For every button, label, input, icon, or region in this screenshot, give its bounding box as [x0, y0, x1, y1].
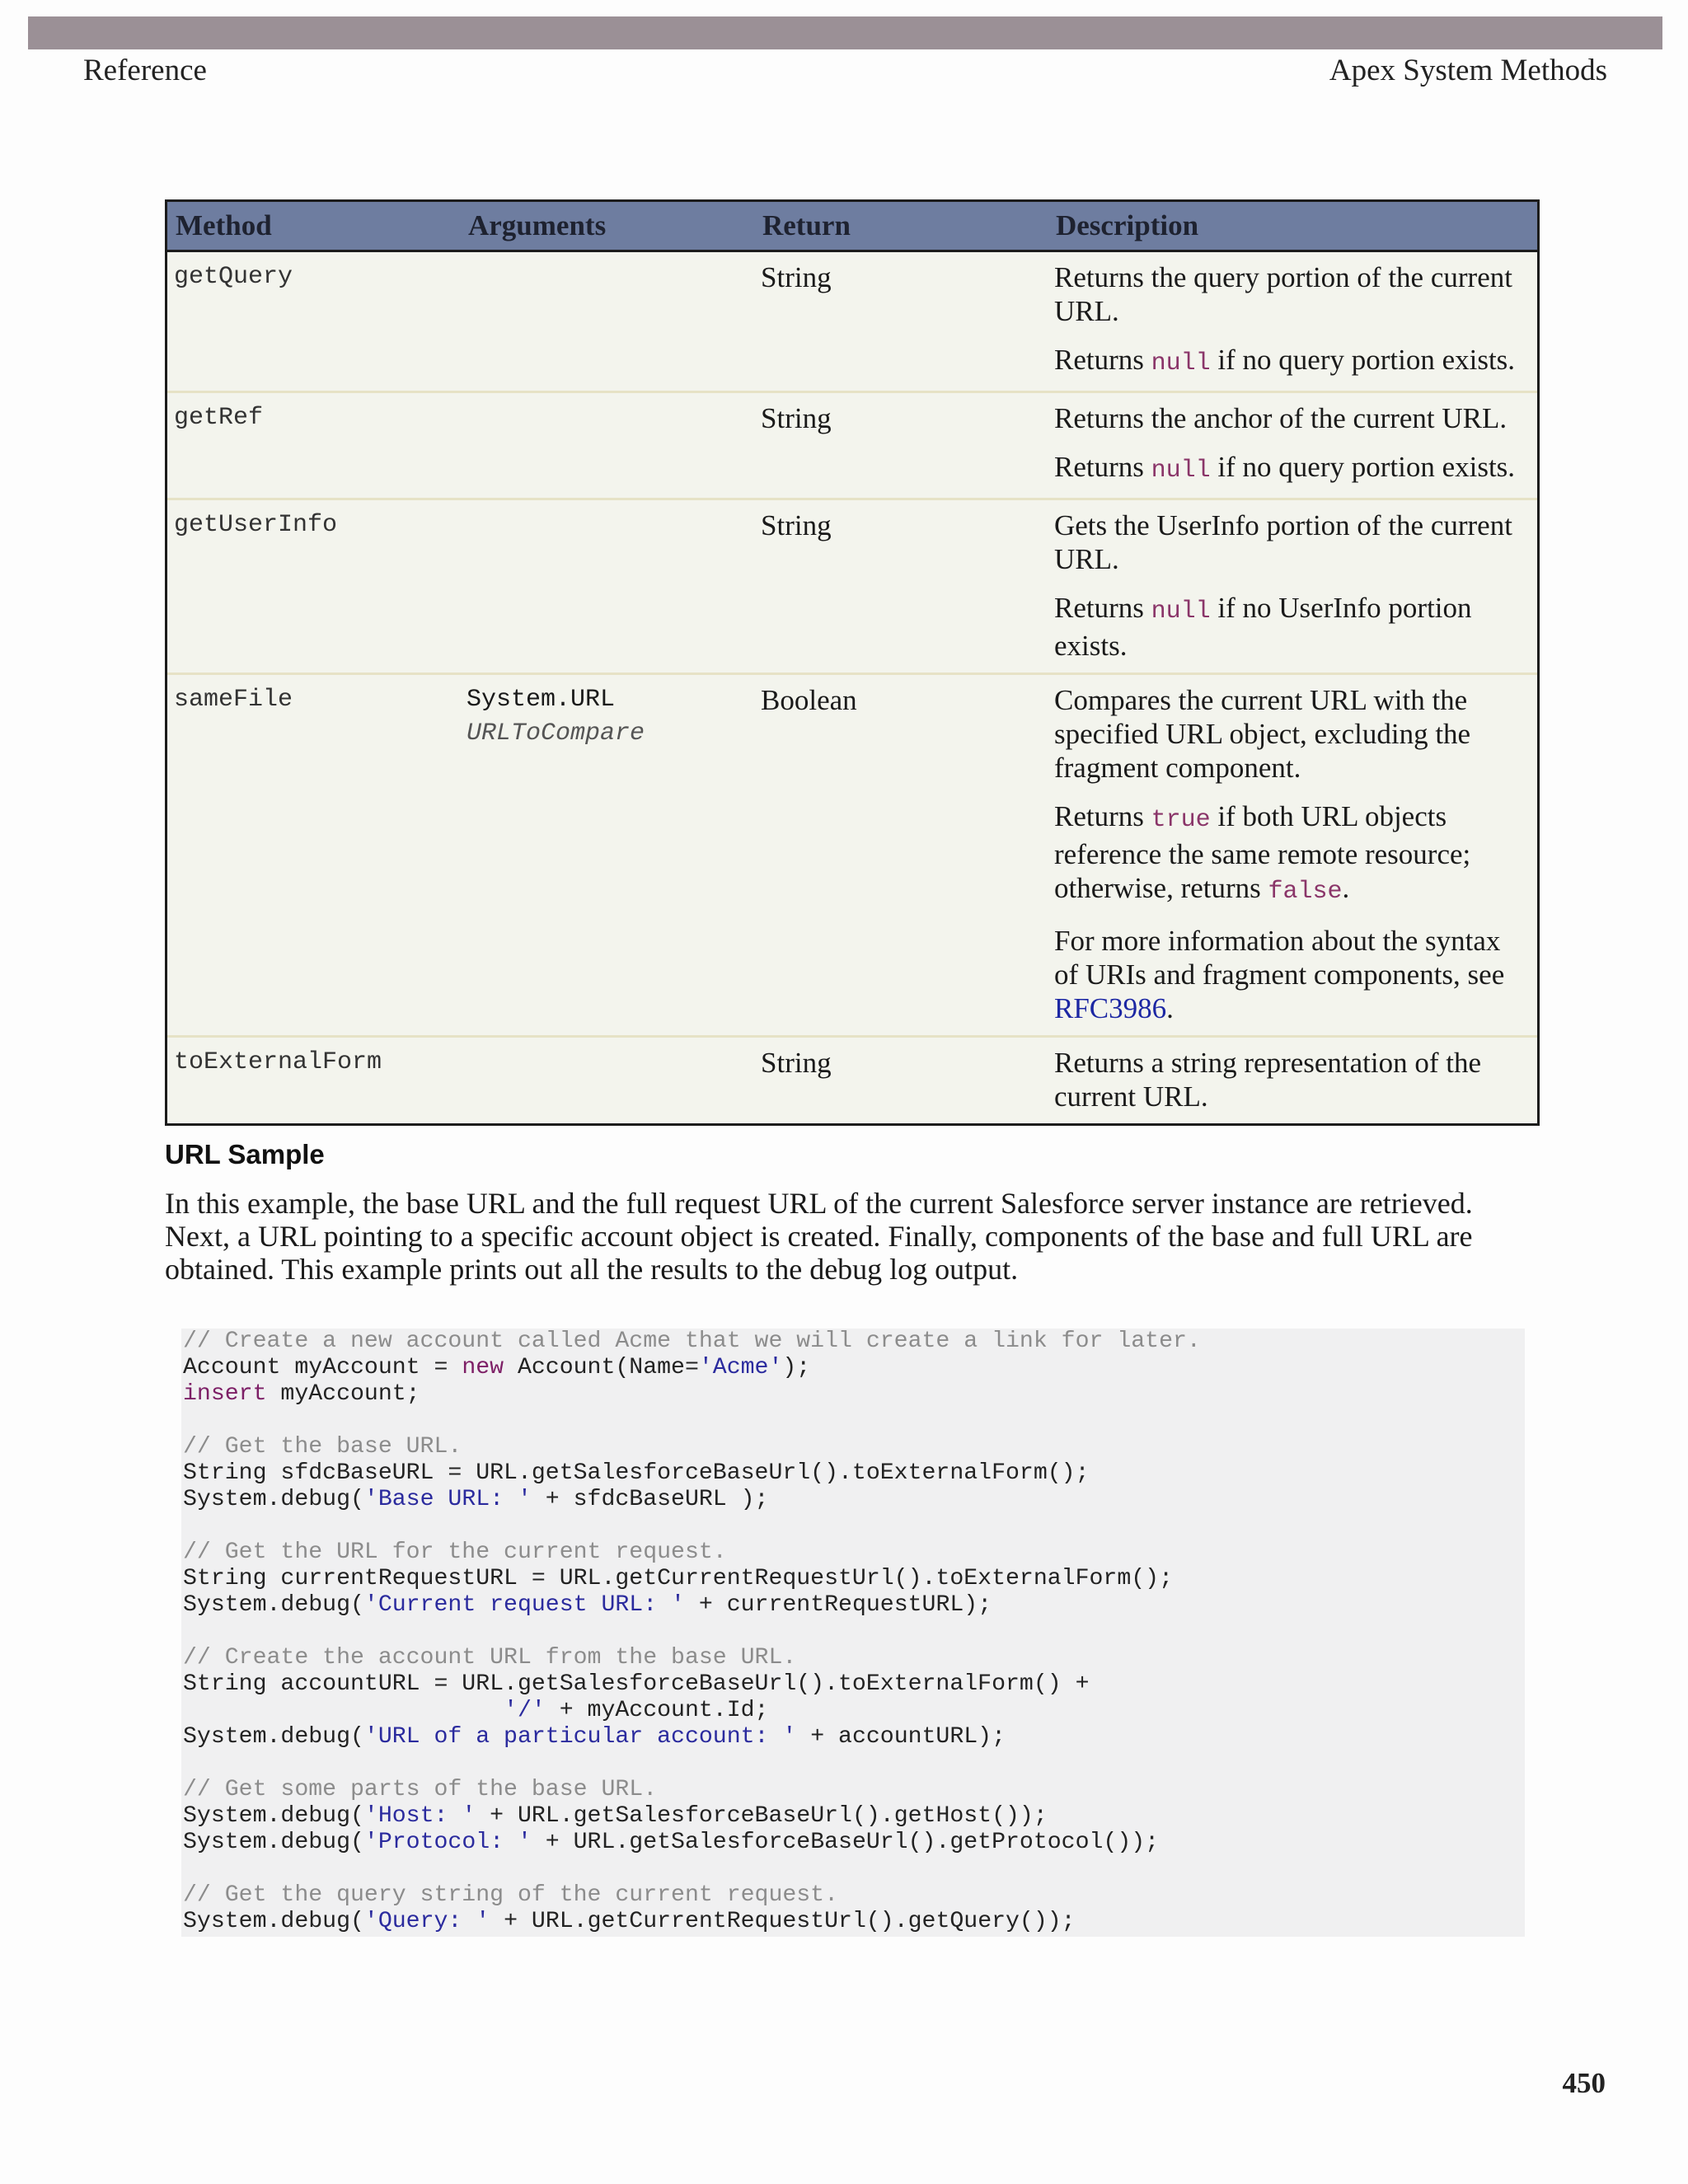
code-line: Account myAccount = new Account(Name='Acme');	[183, 1355, 811, 1380]
method-description	[1048, 674, 1537, 1037]
code-line: insert myAccount;	[183, 1381, 420, 1407]
description-paragraph: Returns the query portion of the current URL.	[1054, 261, 1512, 327]
table-row	[167, 1037, 1537, 1124]
argument-name: URLToCompare	[467, 719, 645, 748]
description-paragraph: Returns null if no UserInfo portion exists.	[1054, 592, 1472, 662]
method-description	[1048, 392, 1537, 499]
method-description	[1048, 251, 1537, 392]
return-type: String	[754, 1037, 1048, 1124]
description-paragraph: Compares the current URL with the specified URL object, excluding the fragment component.	[1054, 684, 1471, 784]
code-line: // Create the account URL from the base URL.	[183, 1645, 797, 1671]
column-header-return: Return	[754, 202, 1048, 251]
method-name: getQuery	[174, 263, 293, 291]
keyword-literal: null	[1151, 598, 1211, 626]
description-paragraph: Returns the anchor of the current URL.	[1054, 402, 1507, 434]
code-line: '/' + myAccount.Id;	[504, 1698, 769, 1723]
column-header-method: Method	[167, 202, 460, 251]
code-line: String sfdcBaseURL = URL.getSalesforceBaseUrl().toExternalForm();	[183, 1460, 1090, 1486]
description-paragraph: Returns null if no query portion exists.	[1054, 344, 1516, 377]
code-line: // Get the URL for the current request.	[183, 1540, 727, 1565]
keyword-literal: false	[1268, 878, 1343, 906]
code-line: // Get some parts of the base URL.	[183, 1777, 658, 1802]
method-arguments	[460, 674, 754, 1037]
intro-paragraph: In this example, the base URL and the full request URL of the current Salesforce server instance are retrieved. Next, a URL pointing to a specific account object is created. Finally, components of the base and full URL are obtained. This example prints out all the results to the debug log output.	[165, 1187, 1473, 1286]
argument-type: System.URL	[467, 686, 616, 714]
table-row	[167, 392, 1537, 499]
code-line: System.debug('Current request URL: ' + currentRequestURL);	[183, 1592, 992, 1618]
code-line	[183, 1750, 1525, 1777]
return-type: Boolean	[754, 674, 1048, 1037]
method-description	[1048, 499, 1537, 674]
code-line: String currentRequestURL = URL.getCurrentRequestUrl().toExternalForm();	[183, 1566, 1173, 1591]
keyword-literal: null	[1151, 349, 1211, 377]
code-line: System.debug('Protocol: ' + URL.getSalesforceBaseUrl().getProtocol());	[183, 1830, 1160, 1855]
description-paragraph: Returns a string representation of the current URL.	[1054, 1047, 1482, 1113]
page-number: 450	[1562, 2067, 1606, 2099]
table-body	[167, 251, 1537, 1124]
code-line	[183, 1408, 1525, 1434]
return-type: String	[754, 392, 1048, 499]
header-bar	[28, 16, 1662, 49]
method-arguments	[460, 1037, 754, 1124]
code-line: // Get the base URL.	[183, 1434, 462, 1460]
table-row	[167, 251, 1537, 392]
code-line: System.debug('Base URL: ' + sfdcBaseURL );	[183, 1487, 769, 1512]
keyword-literal: true	[1151, 806, 1211, 834]
header-chapter-title: Apex System Methods	[1329, 54, 1607, 87]
table-header-row	[167, 202, 1537, 251]
method-arguments	[460, 499, 754, 674]
code-line: String accountURL = URL.getSalesforceBaseUrl().toExternalForm() +	[183, 1671, 1090, 1697]
code-line	[183, 1856, 1525, 1882]
method-arguments	[460, 392, 754, 499]
keyword-literal: null	[1151, 457, 1211, 485]
method-arguments	[460, 251, 754, 392]
methods-table	[165, 199, 1540, 1126]
description-paragraph: Gets the UserInfo portion of the current URL.	[1054, 509, 1512, 575]
rfc-link[interactable]: RFC3986	[1054, 992, 1167, 1024]
section-title: URL Sample	[165, 1139, 325, 1169]
code-line: System.debug('Host: ' + URL.getSalesforceBaseUrl().getHost());	[183, 1803, 1048, 1829]
description-paragraph: For more information about the syntax of URIs and fragment components, see RFC3986.	[1054, 925, 1505, 1024]
method-name: toExternalForm	[167, 1037, 460, 1124]
code-line	[183, 1513, 1525, 1540]
code-line: // Get the query string of the current request.	[183, 1882, 839, 1908]
method-name: getUserInfo	[167, 499, 460, 674]
return-type: String	[761, 261, 832, 293]
code-line: System.debug('URL of a particular account: ' + accountURL);	[183, 1724, 1006, 1750]
code-line: // Create a new account called Acme that we will create a link for later.	[183, 1329, 1201, 1354]
code-line: System.debug('Query: ' + URL.getCurrentRequestUrl().getQuery());	[183, 1909, 1076, 1934]
description-paragraph: Returns true if both URL objects reference the same remote resource; otherwise, returns false.	[1054, 800, 1471, 906]
method-description	[1048, 1037, 1537, 1124]
method-name: getRef	[167, 392, 460, 499]
code-line	[183, 1619, 1525, 1645]
table-row	[167, 499, 1537, 674]
header-section-title: Reference	[83, 54, 207, 87]
column-header-arguments: Arguments	[460, 202, 754, 251]
method-name: sameFile	[167, 674, 460, 1037]
description-paragraph: Returns null if no query portion exists.	[1054, 451, 1516, 485]
return-type: String	[754, 499, 1048, 674]
code-sample	[181, 1329, 1525, 1937]
table-row	[167, 674, 1537, 1037]
column-header-description: Description	[1048, 202, 1537, 251]
